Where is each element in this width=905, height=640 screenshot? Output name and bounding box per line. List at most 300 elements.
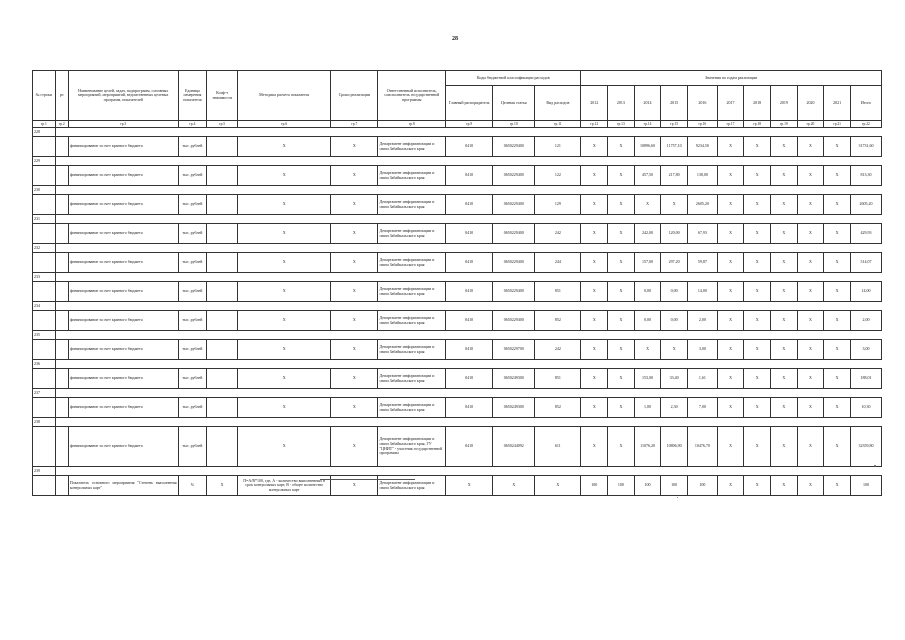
table-row — [33, 340, 882, 360]
cell-year-value: Х — [608, 311, 635, 331]
cell-method: Х — [238, 195, 331, 215]
cell-expense-type: 121 — [535, 137, 581, 157]
cell-year-value: 67,93 — [688, 224, 718, 244]
cell-year-value: Х — [797, 253, 824, 273]
cell-name: финансирование за счет краевого бюджета — [68, 195, 178, 215]
header-coef: Коэф-т значимости — [207, 71, 238, 121]
cell-name: финансирование за счет краевого бюджета — [68, 398, 178, 418]
header-year: 2015 — [661, 86, 688, 121]
cell-year-value: Х — [581, 166, 608, 186]
table-row-number-line — [33, 157, 882, 166]
row-number: 229 — [33, 157, 56, 166]
cell-year-value: Х — [771, 224, 798, 244]
cell-total: 31731,60 — [850, 137, 881, 157]
cell-year-value: 11076,20 — [634, 427, 661, 467]
cell-pp — [55, 224, 68, 244]
cell-total: 514,07 — [850, 253, 881, 273]
cell-responsible: Департамент информатизации и связи Забайкальского края — [378, 398, 446, 418]
cell-terms: Х — [331, 224, 378, 244]
cell-unit: тыс. рублей — [178, 311, 207, 331]
cell-grbs: 0410 — [446, 282, 493, 302]
row-number: 233 — [33, 273, 56, 282]
column-number: гр.5 — [207, 121, 238, 128]
column-number: гр.8 — [378, 121, 446, 128]
cell-year-value: 153,00 — [634, 369, 661, 389]
table-row — [33, 137, 882, 157]
header-expense-type: Вид расходов — [535, 86, 581, 121]
cell-total: 10,30 — [850, 398, 881, 418]
cell-year-value: Х — [581, 224, 608, 244]
column-number: гр.14 — [634, 121, 661, 128]
header-year: 2013 — [608, 86, 635, 121]
cell-terms: Х — [331, 166, 378, 186]
cell-year-value: Х — [717, 311, 744, 331]
row-spacer — [55, 389, 881, 398]
cell-year-value: Х — [581, 195, 608, 215]
cell-target-article: 0650229400 — [493, 311, 535, 331]
cell-name: финансирование за счет краевого бюджета — [68, 224, 178, 244]
cell-year-value: Х — [717, 137, 744, 157]
cell-name: финансирование за счет краевого бюджета — [68, 253, 178, 273]
cell-grbs: 0410 — [446, 340, 493, 360]
cell-total: 14,00 — [850, 282, 881, 302]
cell-unit: тыс. рублей — [178, 166, 207, 186]
table-row-number-line — [33, 389, 882, 398]
cell-method: Х — [238, 282, 331, 302]
cell-year-value: Х — [771, 166, 798, 186]
row-spacer — [55, 418, 881, 427]
header-responsible: Ответственный исполнитель, соисполнитель государственной программы — [378, 71, 446, 121]
cell-expense-type: 244 — [535, 253, 581, 273]
cell-year-value: 1,00 — [634, 398, 661, 418]
cell-target-article: 0650244092 — [493, 427, 535, 467]
table-row-number-line — [33, 215, 882, 224]
column-number: гр.16 — [688, 121, 718, 128]
cell-year-value: Х — [771, 253, 798, 273]
cell-grbs: 0410 — [446, 137, 493, 157]
cell-grbs: 0410 — [446, 398, 493, 418]
cell-expense-type: Х — [535, 476, 581, 496]
column-number: гр.10 — [493, 121, 535, 128]
column-number: гр.2 — [55, 121, 68, 128]
cell-responsible: Департамент информатизации и связи Забайкальского края — [378, 195, 446, 215]
cell-coef: Х — [207, 476, 238, 496]
row-spacer — [55, 331, 881, 340]
row-spacer — [55, 186, 881, 195]
cell-target-article: Х — [493, 476, 535, 496]
cell-year-value: Х — [797, 398, 824, 418]
cell-year-value: Х — [581, 253, 608, 273]
cell-year-value: Х — [717, 282, 744, 302]
cell-year-value: 10476,70 — [688, 427, 718, 467]
cell-year-value: 297,20 — [661, 253, 688, 273]
row-number: 238 — [33, 418, 56, 427]
cell-year-value: Х — [797, 369, 824, 389]
cell-year-value: 7,00 — [688, 398, 718, 418]
cell-grbs: 0410 — [446, 427, 493, 467]
row-number: 231 — [33, 215, 56, 224]
cell-responsible: Департамент информатизации и связи Забайкальского края — [378, 282, 446, 302]
cell-target-article: 0650229400 — [493, 224, 535, 244]
cell-year-value: Х — [771, 311, 798, 331]
cell-expense-type: 122 — [535, 166, 581, 186]
cell-terms: Х — [331, 311, 378, 331]
cell-year-value: Х — [797, 427, 824, 467]
cell-empty — [33, 137, 56, 157]
cell-year-value: Х — [717, 427, 744, 467]
header-name: Наименование целей, задач, подпрограмм, основных мероприятий, мероприятий, ведомственных целевых программ, показателей — [68, 71, 178, 121]
table-row-number-line — [33, 244, 882, 253]
cell-unit: % — [178, 476, 207, 496]
row-number: 239 — [33, 467, 56, 476]
cell-year-value: Х — [744, 311, 771, 331]
cell-method: П=А/В*100, где, А - количество выполненных в срок контрольных карт, В - общее количество контрольных карт — [238, 476, 331, 496]
cell-year-value: Х — [824, 253, 851, 273]
cell-total: 100 — [850, 476, 881, 496]
cell-empty — [33, 476, 56, 496]
column-number: гр.15 — [661, 121, 688, 128]
table-row-number-line — [33, 418, 882, 427]
cell-year-value: Х — [634, 340, 661, 360]
cell-method: Х — [238, 224, 331, 244]
header-row-number: № строки — [33, 71, 56, 121]
cell-year-value: 100 — [634, 476, 661, 496]
table-row — [33, 311, 882, 331]
cell-responsible: Департамент информатизации и связи Забайкальского края — [378, 340, 446, 360]
cell-terms: Х — [331, 340, 378, 360]
signature-line — [320, 479, 415, 480]
cell-coef — [207, 282, 238, 302]
cell-pp — [55, 476, 68, 496]
cell-target-article: 0650229700 — [493, 340, 535, 360]
cell-year-value: Х — [608, 398, 635, 418]
cell-year-value: 0,00 — [634, 282, 661, 302]
cell-year-value: Х — [744, 224, 771, 244]
cell-grbs: 0410 — [446, 311, 493, 331]
cell-empty — [33, 340, 56, 360]
scan-mark — [677, 497, 678, 498]
cell-unit: тыс. рублей — [178, 282, 207, 302]
cell-grbs: 0410 — [446, 369, 493, 389]
table-body — [33, 128, 882, 496]
cell-year-value: Х — [797, 476, 824, 496]
cell-year-value: Х — [771, 282, 798, 302]
cell-year-value: 100 — [661, 476, 688, 496]
cell-year-value: Х — [717, 253, 744, 273]
row-spacer — [55, 467, 881, 476]
cell-year-value: Х — [581, 282, 608, 302]
cell-year-value: Х — [661, 340, 688, 360]
cell-year-value: Х — [581, 311, 608, 331]
cell-year-value: Х — [797, 311, 824, 331]
cell-year-value: Х — [608, 166, 635, 186]
cell-name: финансирование за счет краевого бюджета — [68, 311, 178, 331]
cell-year-value: Х — [744, 166, 771, 186]
cell-unit: тыс. рублей — [178, 398, 207, 418]
cell-responsible: Департамент информатизации и связи Забайкальского края — [378, 311, 446, 331]
cell-method: Х — [238, 398, 331, 418]
cell-year-value: Х — [608, 340, 635, 360]
cell-year-value: Х — [581, 427, 608, 467]
row-spacer — [55, 215, 881, 224]
row-number: 230 — [33, 186, 56, 195]
cell-target-article: 0650229400 — [493, 137, 535, 157]
cell-unit: тыс. рублей — [178, 224, 207, 244]
cell-responsible: Департамент информатизации и связи Забайкальского края — [378, 224, 446, 244]
cell-year-value: Х — [771, 195, 798, 215]
cell-terms: Х — [331, 427, 378, 467]
cell-year-value: Х — [608, 137, 635, 157]
header-year: 2016 — [688, 86, 718, 121]
cell-year-value: Х — [717, 195, 744, 215]
column-number: гр.13 — [608, 121, 635, 128]
header-year: 2014 — [634, 86, 661, 121]
cell-year-value: 10896,60 — [634, 137, 661, 157]
column-number: гр.19 — [771, 121, 798, 128]
cell-year-value: Х — [824, 340, 851, 360]
cell-year-value: Х — [744, 137, 771, 157]
table-row — [33, 282, 882, 302]
table-row-number-line — [33, 302, 882, 311]
cell-grbs: Х — [446, 476, 493, 496]
cell-unit: тыс. рублей — [178, 427, 207, 467]
cell-pp — [55, 137, 68, 157]
column-number: гр.1 — [33, 121, 56, 128]
cell-terms: Х — [331, 398, 378, 418]
cell-year-value: Х — [771, 137, 798, 157]
cell-pp — [55, 253, 68, 273]
cell-empty — [33, 311, 56, 331]
row-spacer — [55, 302, 881, 311]
cell-year-value: Х — [797, 195, 824, 215]
cell-terms: Х — [331, 369, 378, 389]
cell-year-value: Х — [824, 195, 851, 215]
cell-expense-type: 852 — [535, 311, 581, 331]
cell-terms: Х — [331, 137, 378, 157]
cell-expense-type: 242 — [535, 340, 581, 360]
header-year: 2012 — [581, 86, 608, 121]
header-grbs: Главный распорядитель — [446, 86, 493, 121]
cell-empty — [33, 369, 56, 389]
cell-year-value: 0,00 — [661, 311, 688, 331]
cell-expense-type: 129 — [535, 195, 581, 215]
cell-method: Х — [238, 166, 331, 186]
cell-expense-type: 611 — [535, 427, 581, 467]
column-number: гр.4 — [178, 121, 207, 128]
column-number: гр.11 — [535, 121, 581, 128]
cell-year-value: 100 — [608, 476, 635, 496]
cell-unit: тыс. рублей — [178, 340, 207, 360]
cell-year-value: Х — [608, 369, 635, 389]
cell-year-value: Х — [824, 137, 851, 157]
cell-coef — [207, 340, 238, 360]
cell-year-value: Х — [744, 369, 771, 389]
cell-coef — [207, 137, 238, 157]
column-numbers-row — [33, 121, 882, 128]
cell-year-value: Х — [771, 398, 798, 418]
cell-year-value: Х — [608, 253, 635, 273]
cell-pp — [55, 311, 68, 331]
header-year: 2017 — [717, 86, 744, 121]
cell-year-value: Х — [608, 224, 635, 244]
row-spacer — [55, 128, 881, 137]
row-spacer — [55, 244, 881, 253]
cell-year-value: Х — [581, 369, 608, 389]
cell-name: финансирование за счет краевого бюджета — [68, 427, 178, 467]
cell-name: Показатель основного мероприятия "Степень выполнения контрольных карт" — [68, 476, 178, 496]
cell-year-value: 59,87 — [688, 253, 718, 273]
cell-pp — [55, 398, 68, 418]
cell-pp — [55, 195, 68, 215]
cell-year-value: Х — [717, 369, 744, 389]
cell-method: Х — [238, 369, 331, 389]
cell-year-value: Х — [771, 369, 798, 389]
table-row — [33, 476, 882, 496]
cell-year-value: Х — [744, 398, 771, 418]
cell-year-value: Х — [717, 340, 744, 360]
cell-method: Х — [238, 340, 331, 360]
cell-year-value: 14,00 — [688, 282, 718, 302]
cell-target-article: 0650249300 — [493, 398, 535, 418]
cell-year-value: 242,00 — [634, 224, 661, 244]
table-row-number-line — [33, 360, 882, 369]
cell-empty — [33, 427, 56, 467]
cell-empty — [33, 224, 56, 244]
row-number: 235 — [33, 331, 56, 340]
cell-year-value: Х — [824, 369, 851, 389]
cell-year-value: 0,00 — [634, 311, 661, 331]
cell-year-value: Х — [744, 282, 771, 302]
cell-year-value: 33,40 — [661, 369, 688, 389]
cell-empty — [33, 166, 56, 186]
cell-year-value: 0,00 — [661, 282, 688, 302]
header-total: Итого — [850, 86, 881, 121]
cell-year-value: Х — [797, 137, 824, 157]
cell-expense-type: 242 — [535, 224, 581, 244]
cell-year-value: Х — [824, 166, 851, 186]
cell-year-value: 100 — [688, 476, 718, 496]
header-pp: рз — [55, 71, 68, 121]
cell-year-value: Х — [581, 137, 608, 157]
cell-year-value: 3,00 — [688, 340, 718, 360]
row-number: 234 — [33, 302, 56, 311]
cell-year-value: Х — [608, 427, 635, 467]
cell-year-value: Х — [824, 427, 851, 467]
cell-year-value: Х — [717, 224, 744, 244]
table-row-number-line — [33, 128, 882, 137]
cell-year-value: Х — [824, 311, 851, 331]
cell-pp — [55, 282, 68, 302]
cell-target-article: 0650229400 — [493, 282, 535, 302]
cell-responsible: Департамент информатизации и связи Забайкальского края, ГУ "ЦНИТ" - участник государственной программы — [378, 427, 446, 467]
cell-target-article: 0650229400 — [493, 253, 535, 273]
cell-method: Х — [238, 427, 331, 467]
cell-year-value: 157,00 — [634, 253, 661, 273]
cell-year-value: 2605,20 — [688, 195, 718, 215]
table-row-number-line — [33, 186, 882, 195]
cell-name: финансирование за счет краевого бюджета — [68, 340, 178, 360]
cell-total: 429,93 — [850, 224, 881, 244]
cell-expense-type: 852 — [535, 398, 581, 418]
cell-expense-type: 851 — [535, 369, 581, 389]
cell-empty — [33, 282, 56, 302]
row-number: 236 — [33, 360, 56, 369]
cell-target-article: 0650229400 — [493, 166, 535, 186]
cell-responsible: Департамент информатизации и связи Забайкальского края — [378, 476, 446, 496]
cell-year-value: Х — [608, 282, 635, 302]
cell-year-value: Х — [744, 195, 771, 215]
cell-year-value: Х — [771, 476, 798, 496]
cell-year-value: 100 — [581, 476, 608, 496]
cell-year-value: Х — [797, 224, 824, 244]
cell-name: финансирование за счет краевого бюджета — [68, 369, 178, 389]
cell-unit: тыс. рублей — [178, 195, 207, 215]
cell-year-value: Х — [744, 253, 771, 273]
cell-year-value: Х — [581, 340, 608, 360]
cell-responsible: Департамент информатизации и связи Забайкальского края — [378, 137, 446, 157]
column-number: гр.6 — [238, 121, 331, 128]
cell-year-value: 120,00 — [661, 224, 688, 244]
cell-year-value: Х — [824, 476, 851, 496]
cell-year-value: 10806,90 — [661, 427, 688, 467]
cell-pp — [55, 427, 68, 467]
cell-year-value: 1,61 — [688, 369, 718, 389]
cell-coef — [207, 195, 238, 215]
row-spacer — [55, 360, 881, 369]
cell-year-value: Х — [744, 476, 771, 496]
column-number: гр.22 — [850, 121, 881, 128]
cell-terms: Х — [331, 476, 378, 496]
cell-year-value: 457,50 — [634, 166, 661, 186]
column-number: гр.20 — [797, 121, 824, 128]
cell-method: Х — [238, 137, 331, 157]
cell-total: 2605,20 — [850, 195, 881, 215]
cell-year-value: Х — [744, 427, 771, 467]
cell-year-value: Х — [608, 195, 635, 215]
cell-total: 2,00 — [850, 311, 881, 331]
cell-grbs: 0410 — [446, 224, 493, 244]
header-unit: Единица измерения показателя — [178, 71, 207, 121]
cell-unit: тыс. рублей — [178, 253, 207, 273]
cell-year-value: 11757,10 — [661, 137, 688, 157]
cell-terms: Х — [331, 195, 378, 215]
column-number: гр.3 — [68, 121, 178, 128]
cell-method: Х — [238, 311, 331, 331]
header-years: Значения по годам реализации — [581, 71, 882, 86]
table-row-number-line — [33, 467, 882, 476]
header-terms: Сроки реализации — [331, 71, 378, 121]
row-number: 237 — [33, 389, 56, 398]
cell-pp — [55, 166, 68, 186]
table-row-number-line — [33, 331, 882, 340]
cell-year-value: 138,00 — [688, 166, 718, 186]
table-row — [33, 166, 882, 186]
cell-year-value: Х — [581, 398, 608, 418]
cell-year-value: Х — [824, 282, 851, 302]
cell-name: финансирование за счет краевого бюджета — [68, 166, 178, 186]
cell-grbs: 0410 — [446, 253, 493, 273]
cell-year-value: 217,80 — [661, 166, 688, 186]
cell-responsible: Департамент информатизации и связи Забайкальского края — [378, 253, 446, 273]
cell-year-value: 2,00 — [688, 311, 718, 331]
column-number: гр.21 — [824, 121, 851, 128]
column-number: гр.17 — [717, 121, 744, 128]
cell-total: 32359,80 — [850, 427, 881, 467]
cell-coef — [207, 311, 238, 331]
cell-total: 3,00 — [850, 340, 881, 360]
cell-year-value: Х — [634, 195, 661, 215]
cell-year-value: Х — [744, 340, 771, 360]
